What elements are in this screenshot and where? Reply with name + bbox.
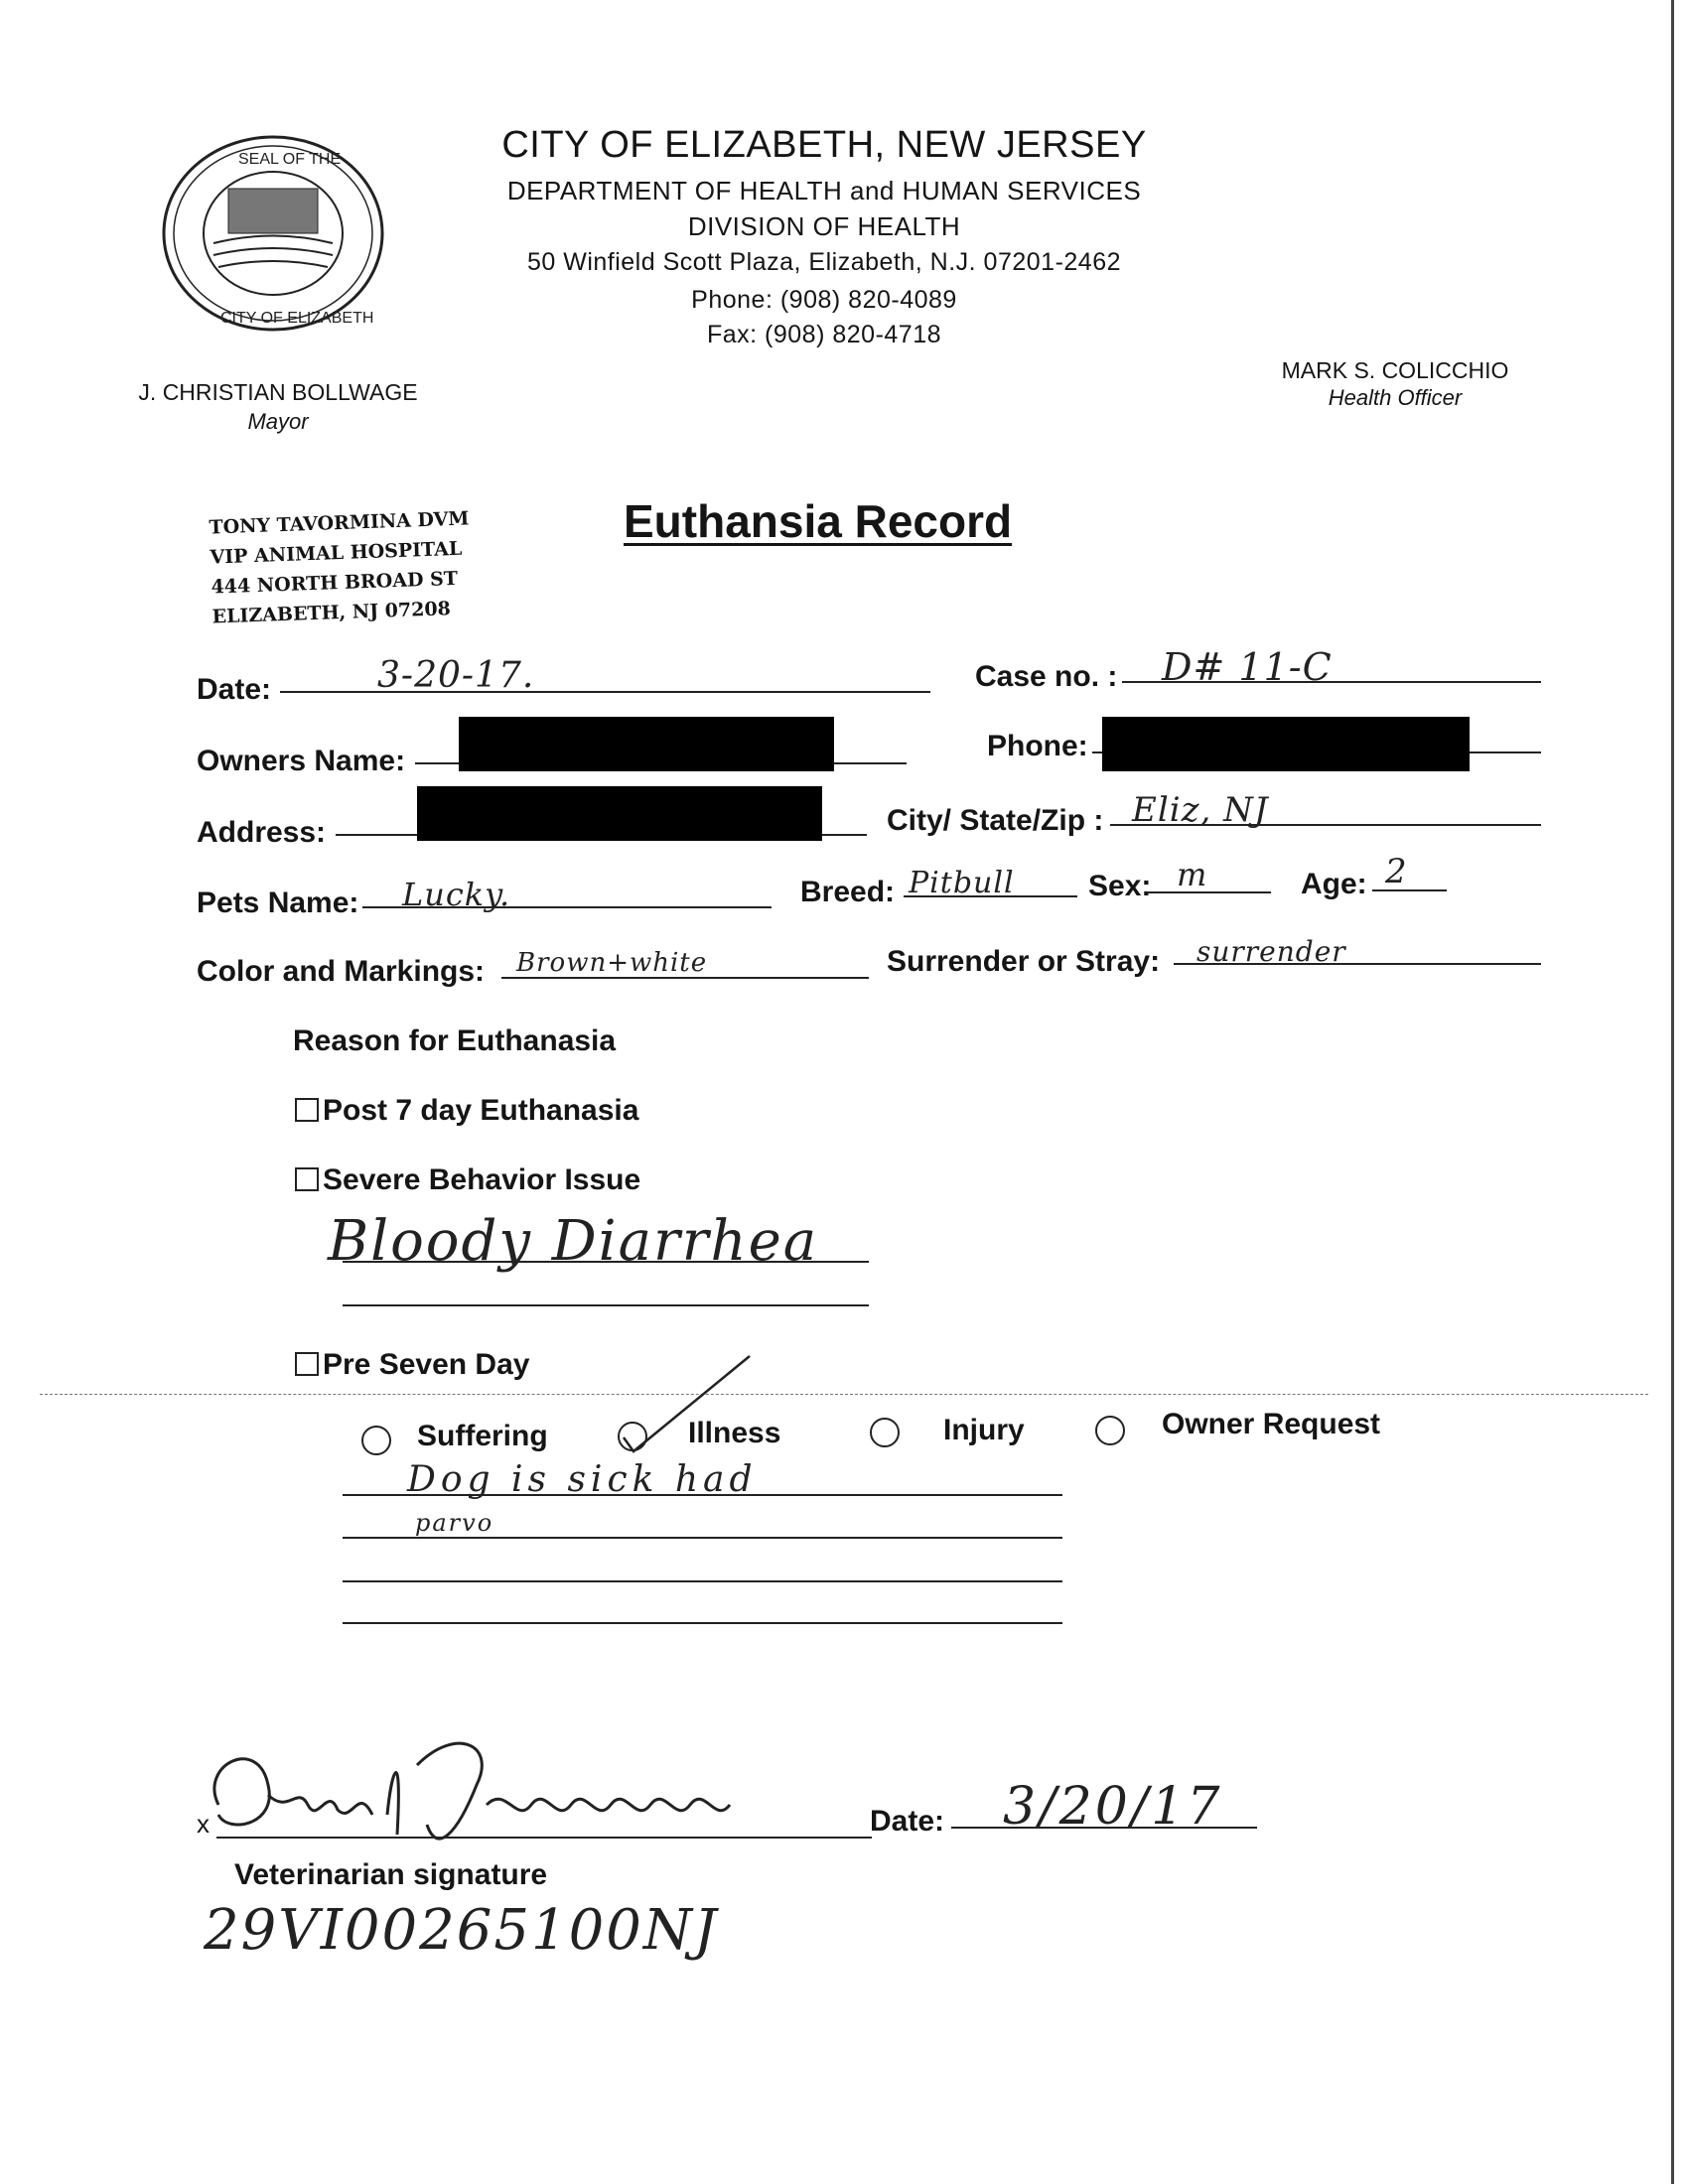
date-label: Date:: [197, 673, 272, 706]
pet-name-value[interactable]: Lucky.: [402, 876, 511, 913]
breed-label: Breed:: [800, 876, 896, 908]
hospital-stamp: [209, 503, 473, 631]
behavior-notes-line-1: [343, 1261, 869, 1263]
notes-line-2: [343, 1537, 1062, 1539]
stamp-line: ELIZABETH, NJ 07208: [211, 598, 452, 628]
breed-value[interactable]: Pitbull: [909, 866, 1015, 900]
owner-request-radio[interactable]: [1095, 1416, 1125, 1445]
owner-request-label: Owner Request: [1162, 1408, 1381, 1440]
notes-line-4: [343, 1622, 1062, 1624]
scan-edge: [1671, 0, 1674, 2184]
city-name: CITY OF ELIZABETH, NEW JERSEY: [501, 124, 1147, 166]
pre-seven-day-label: Pre Seven Day: [323, 1348, 530, 1381]
signature-x-mark: x: [197, 1809, 210, 1839]
stamp-line: VIP ANIMAL HOSPITAL: [210, 537, 463, 569]
post-7-day-checkbox[interactable]: [295, 1098, 319, 1122]
suffering-label: Suffering: [417, 1420, 548, 1452]
city-seal: [159, 134, 387, 333]
office-address: 50 Winfield Scott Plaza, Elizabeth, N.J. 07201-2462: [526, 248, 1122, 276]
svg-text:CITY OF ELIZABETH: CITY OF ELIZABETH: [220, 310, 374, 327]
sex-label: Sex:: [1088, 870, 1152, 902]
sex-line: [1147, 891, 1271, 893]
injury-label: Injury: [943, 1414, 1025, 1446]
age-label: Age:: [1301, 868, 1367, 900]
office-fax: Fax: (908) 820-4718: [706, 321, 942, 348]
health-officer-title: Health Officer: [1328, 385, 1463, 410]
pet-name-label: Pets Name:: [197, 887, 359, 919]
age-value[interactable]: 2: [1385, 852, 1408, 891]
age-line: [1372, 889, 1447, 891]
page-title: Euthansia Record: [624, 495, 1013, 547]
signature-label: Veterinarian signature: [234, 1858, 548, 1891]
case-number-label: Case no. :: [975, 660, 1118, 693]
mayor-title: Mayor: [247, 409, 309, 434]
injury-radio[interactable]: [870, 1418, 900, 1447]
notes-line-1: [343, 1494, 1062, 1496]
pre-seven-day-option[interactable]: [295, 1348, 529, 1382]
signature-date-value[interactable]: 3/20/17: [1003, 1777, 1223, 1837]
health-officer-name: MARK S. COLICCHIO: [1281, 357, 1509, 383]
severe-behavior-option[interactable]: [295, 1163, 640, 1197]
owner-name-redaction: [459, 717, 834, 771]
euthanasia-notes-line1[interactable]: Dog is sick had: [407, 1459, 758, 1500]
behavior-notes-line-2: [343, 1304, 869, 1306]
color-markings-label: Color and Markings:: [197, 955, 486, 988]
address-label: Address:: [197, 816, 327, 849]
illness-label: Illness: [688, 1417, 781, 1449]
behavior-notes-value[interactable]: Bloody Diarrhea: [328, 1209, 819, 1274]
svg-text:SEAL OF THE: SEAL OF THE: [238, 151, 342, 168]
veterinarian-license-number[interactable]: 29VI00265100NJ: [204, 1898, 719, 1963]
signature-line: [216, 1837, 872, 1839]
color-markings-value[interactable]: Brown+white: [516, 948, 708, 978]
mayor-name: J. CHRISTIAN BOLLWAGE: [138, 379, 418, 405]
post-7-day-option[interactable]: [295, 1094, 638, 1128]
date-value[interactable]: 3-20-17.: [377, 655, 535, 696]
city-state-zip-value[interactable]: Eliz, NJ: [1132, 790, 1269, 830]
stamp-line: TONY TAVORMINA DVM: [209, 507, 470, 539]
phone-label: Phone:: [987, 730, 1088, 762]
surrender-stray-label: Surrender or Stray:: [887, 945, 1161, 978]
notes-line-3: [343, 1580, 1062, 1582]
euthanasia-notes-line2[interactable]: parvo: [415, 1509, 494, 1537]
phone-redaction: [1102, 717, 1470, 771]
pre-seven-day-checkbox[interactable]: [295, 1352, 319, 1376]
division-name: DIVISION OF HEALTH: [687, 211, 961, 241]
reason-heading: Reason for Euthanasia: [293, 1024, 617, 1057]
address-redaction: [417, 786, 822, 841]
fold-line: [40, 1394, 1648, 1395]
owner-name-label: Owners Name:: [197, 745, 406, 777]
department-name: DEPARTMENT OF HEALTH and HUMAN SERVICES: [506, 176, 1142, 205]
suffering-radio[interactable]: [361, 1426, 391, 1455]
case-number-value[interactable]: D# 11-C: [1162, 645, 1333, 689]
veterinarian-signature[interactable]: [189, 1725, 884, 1864]
severe-behavior-checkbox[interactable]: [295, 1167, 319, 1191]
severe-behavior-label: Severe Behavior Issue: [323, 1163, 641, 1196]
office-phone: Phone: (908) 820-4089: [691, 286, 957, 314]
sex-value[interactable]: m: [1177, 856, 1208, 893]
stamp-line: 444 NORTH BROAD ST: [211, 567, 459, 599]
city-state-zip-label: City/ State/Zip :: [887, 804, 1104, 837]
signature-date-label: Date:: [870, 1805, 945, 1838]
post-7-day-label: Post 7 day Euthanasia: [323, 1094, 639, 1127]
surrender-stray-value[interactable]: surrender: [1196, 935, 1346, 968]
